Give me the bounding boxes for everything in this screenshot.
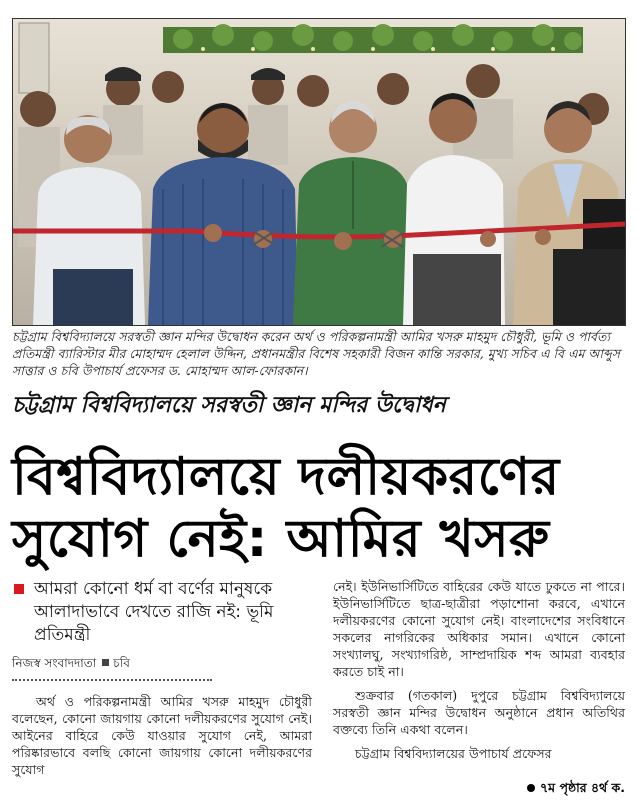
subheadline-text: আমরা কোনো ধর্ম বা বর্ণের মানুষকে আলাদাভাবে দেখতে রাজি নই: ভূমি প্রতিমন্ত্রী (34, 579, 274, 645)
circle-bullet-icon (527, 784, 535, 792)
reporter-credit: নিজস্ব সংবাদদাতা (12, 656, 97, 670)
main-headline-line-2: সুযোগ নেই: আমির খসরু (12, 509, 550, 569)
dotted-divider (12, 679, 212, 681)
continued-on-page (527, 780, 625, 800)
subheadline (12, 578, 312, 647)
article-body-left: অর্থ ও পরিকল্পনামন্ত্রী আমির খসরু মাহমুদ চৌধুরী বলেছেন, কোনো জায়গায় কোনো দলীয়করণের সুযোগ নেই। আইনের বাহিরে কেউ যাওয়ার সুযোগ নেই, আমরা পরিষ্কারভাবে বলছি কোনো জায়গায় কোনো দলীয়করণের সুযোগ (12, 694, 312, 777)
photo-caption: চট্টগ্রাম বিশ্ববিদ্যালয়ে সরস্বতী জ্ঞান মন্দির উদ্বোধন করেন অর্থ ও পরিকল্পনামন্ত্রী আমির খসরু মাহমুদ চৌধুরী, ভূমি ও পার্বত্য প্রতিমন্ত্রী ব্যারিস্টার মীর মোহাম্মদ হেলাল উদ্দিন, প্রধানমন্ত্রীর বিশেষ সহকারী বিজন কান্তি সরকার, মুখ্য সচিব এ বি এম আব্দুস সাত্তার ও চবি উপাচার্য প্রফেসর ড. মোহাম্মদ আল-ফোরকান। (12, 329, 620, 378)
byline (12, 655, 312, 675)
kicker-headline: চট্টগ্রাম বিশ্ববিদ্যালয়ে সরস্বতী জ্ঞান মন্দির উদ্বোধন (12, 392, 446, 418)
square-separator-icon (102, 659, 109, 666)
photo-credit: চবি (113, 656, 130, 670)
jump-text: ৭ম পৃষ্ঠার ৪র্থ ক. (540, 780, 625, 795)
red-square-bullet-icon (14, 584, 24, 594)
article-paragraph-2: শুক্রবার (গতকাল) দুপুরে চট্টগ্রাম বিশ্ববিদ্যালয়ে সরস্বতী জ্ঞান মন্দির উদ্বোধন অনুষ্ঠানে প্রধান অতিথির বক্তব্যে তিনি একথা বলেন। (333, 688, 625, 737)
article-paragraph-3: চট্টগ্রাম বিশ্ববিদ্যালয়ের উপাচার্য প্রফেসর (355, 746, 552, 761)
main-headline-line-1: বিশ্ববিদ্যালয়ে দলীয়করণের (12, 447, 560, 507)
event-photo (12, 18, 626, 326)
article-paragraph-1: নেই। ইউনিভার্সিটিতে বাহিরের কেউ যাতে ঢুকতে না পারে। ইউনিভার্সিটিতে ছাত্র-ছাত্রীরা পড়াশোনা করবে, এখানে দলীয়করণের কোনো সুযোগ নেই। বাংলাদেশের সংবিধানে সকলের নাগরিকের অধিকার সমান। এখানে কোনো সংখ্যালঘু, সংখ্যাগরিষ্ঠ, সাম্প্রদায়িক শব্দ আমরা ব্যবহার করতে চাই না। (333, 579, 625, 679)
article-right-column (333, 578, 625, 762)
article-left-column (12, 578, 312, 778)
